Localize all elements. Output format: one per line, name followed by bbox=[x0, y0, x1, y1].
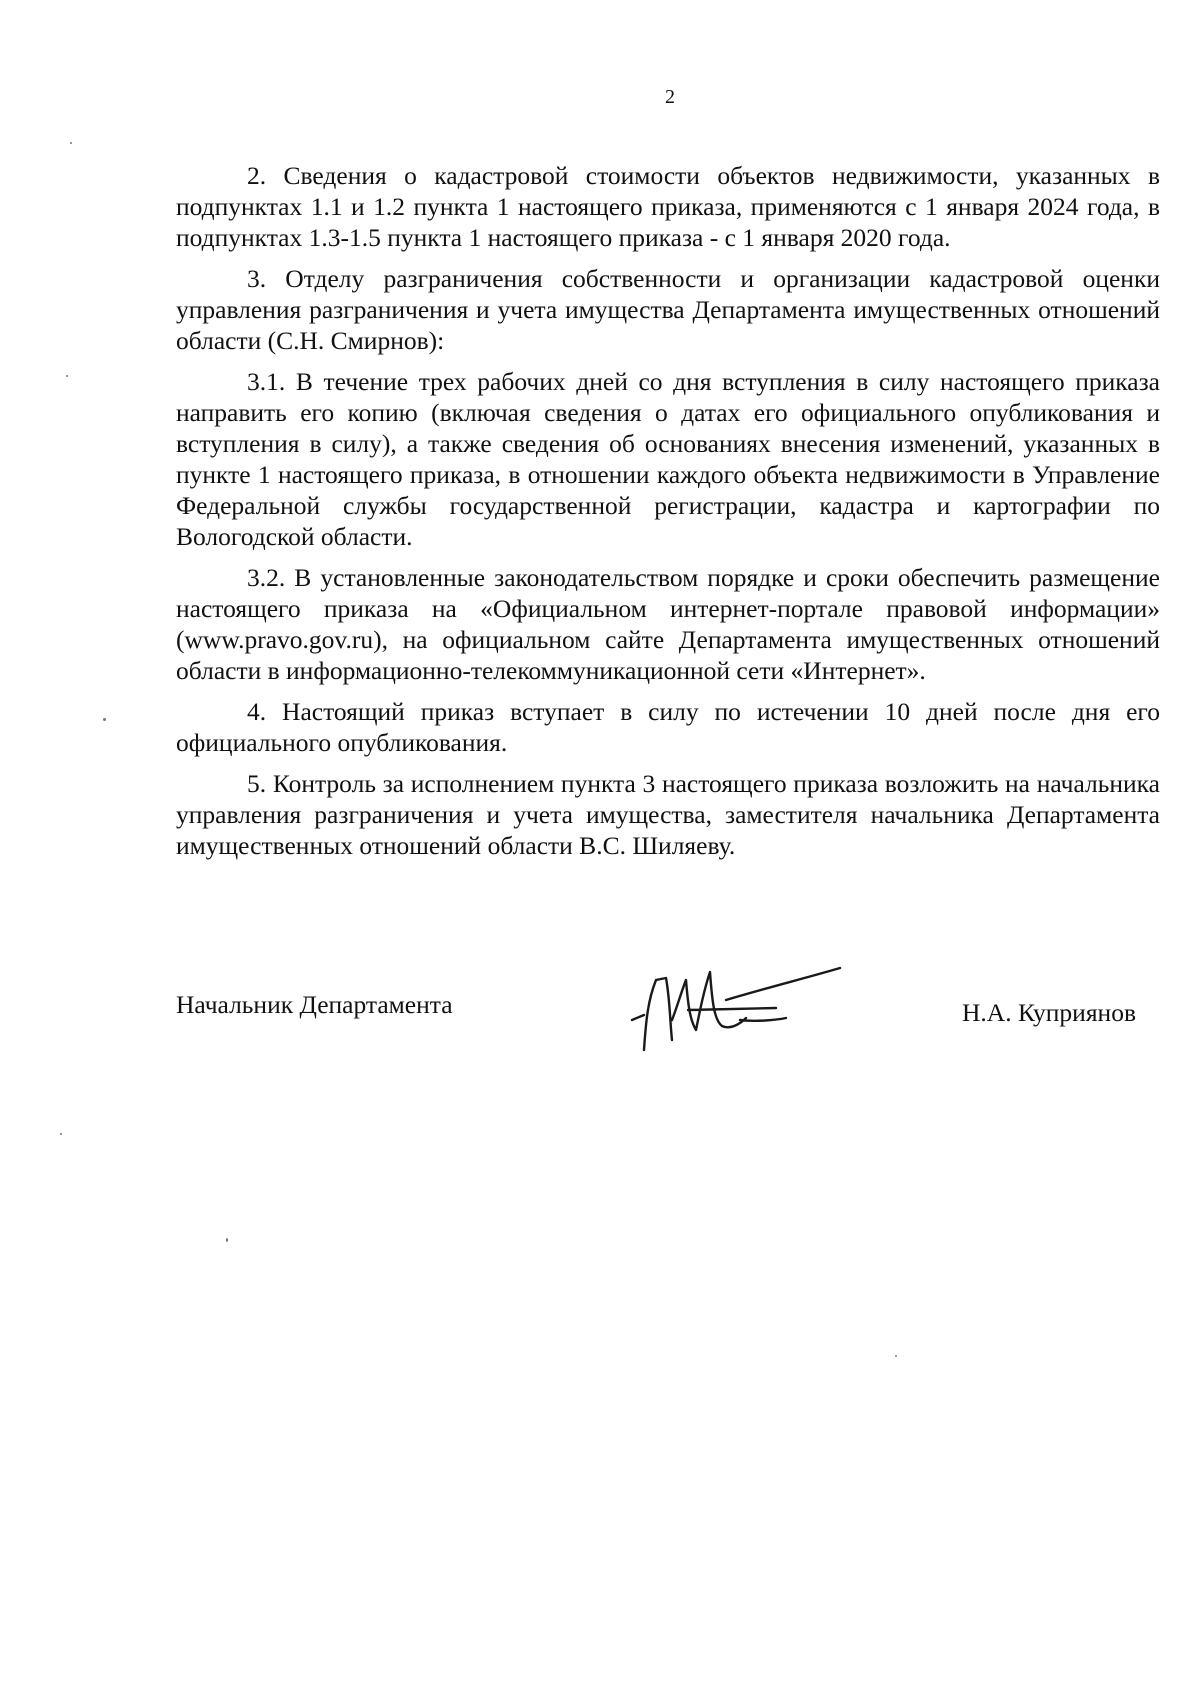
signatory-position: Начальник Департамента bbox=[176, 990, 453, 1019]
handwritten-signature bbox=[626, 960, 846, 1060]
signatory-name: Н.А. Куприянов bbox=[961, 998, 1136, 1027]
paragraph-2: 2. Сведения о кадастровой стоимости объектов недвижимости, указанных в подпунктах 1.1 и 1.2 пункта 1 настоящего приказа, применяются с 1 января 2024 года, в подпунктах 1.3-1.5 пункта 1 настоящего приказа - с 1 января 2020 года. bbox=[176, 161, 1160, 252]
scan-speck bbox=[103, 718, 106, 721]
paragraph-4: 4. Настоящий приказ вступает в силу по истечении 10 дней после дня его официального опубликования. bbox=[176, 697, 1160, 757]
paragraph-5: 5. Контроль за исполнением пункта 3 настоящего приказа возложить на начальника управления разграничения и учета имущества, заместителя начальника Департамента имущественных отношений области В.С. Шиляеву. bbox=[176, 769, 1160, 860]
page-number: 2 bbox=[665, 86, 675, 108]
scan-speck bbox=[70, 142, 72, 144]
scan-speck bbox=[226, 1238, 228, 1242]
document-body bbox=[176, 160, 1160, 871]
signature-block bbox=[176, 990, 1136, 1070]
paragraph-3-2: 3.2. В установленные законодательством порядке и сроки обеспечить размещение настоящего приказа на «Официальном интернет-портале правовой информации» (www.pravo.gov.ru), на официальном сайте Департамента имущественных отношений области в информационно-телекоммуникационной сети «Интернет». bbox=[176, 563, 1160, 685]
paragraph-3: 3. Отделу разграничения собственности и организации кадастровой оценки управления разграничения и учета имущества Департамента имущественных отношений области (С.Н. Смирнов): bbox=[176, 264, 1160, 355]
scan-speck bbox=[895, 1355, 897, 1357]
scan-speck bbox=[66, 375, 68, 377]
scan-speck bbox=[60, 1133, 62, 1135]
paragraph-3-1: 3.1. В течение трех рабочих дней со дня вступления в силу настоящего приказа направить его копию (включая сведения о датах его официального опубликования и вступления в силу), а также сведения об основаниях внесения изменений, указанных в пункте 1 настоящего приказа, в отношении каждого объекта недвижимости в Управление Федеральной службы государственной регистрации, кадастра и картографии по Вологодской области. bbox=[176, 367, 1160, 551]
